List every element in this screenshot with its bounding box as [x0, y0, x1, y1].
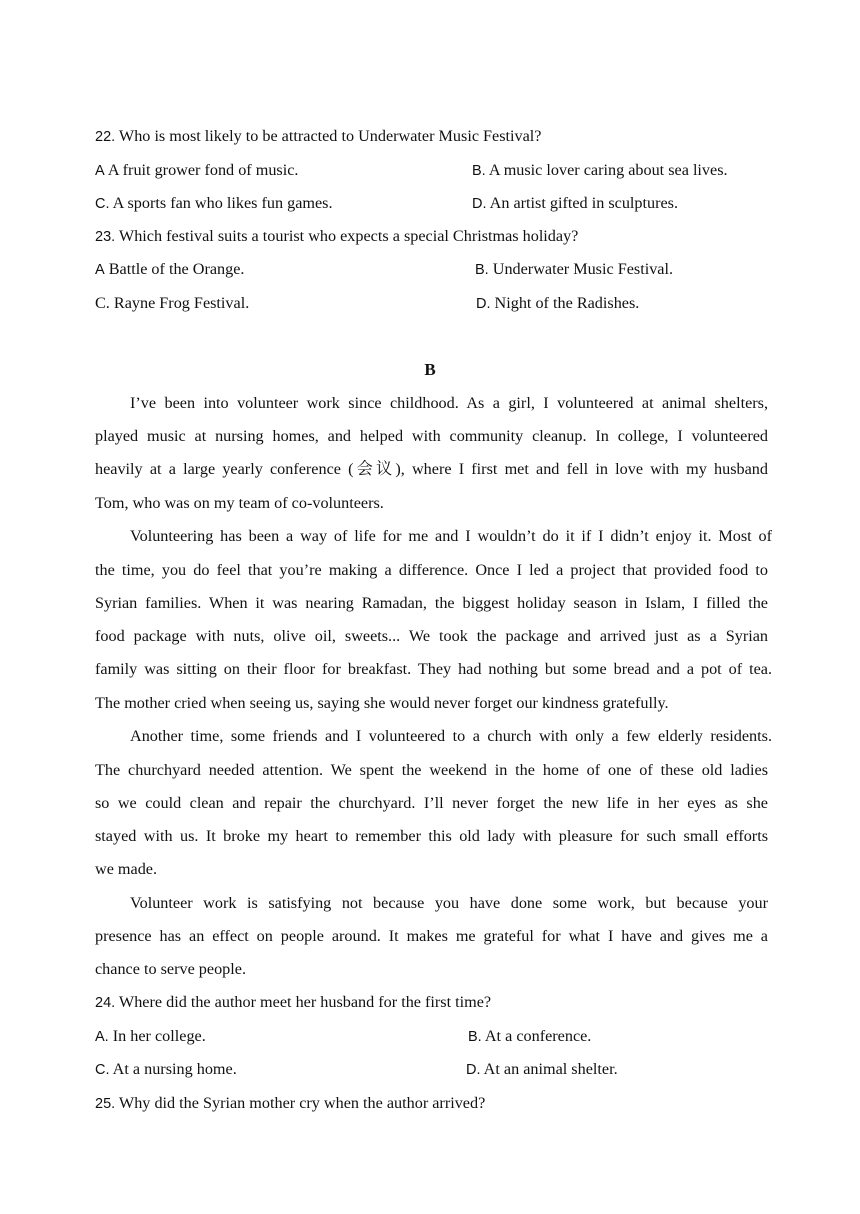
passage-line: stayed with us. It broke my heart to remember this old lady with pleasure for such small efforts [95, 827, 768, 845]
option-letter: D. [466, 1062, 481, 1078]
option-text: At an animal shelter. [480, 1060, 618, 1078]
q23-option-a [95, 259, 244, 280]
q24-option-b [468, 1026, 591, 1047]
option-text: An artist gifted in sculptures. [486, 194, 679, 212]
option-text: A sports fan who likes fun games. [109, 194, 333, 212]
option-text: In her college. [108, 1027, 206, 1045]
q24-option-c [95, 1059, 237, 1080]
option-text: Rayne Frog Festival. [109, 294, 250, 312]
question-number: 23. [95, 229, 116, 245]
option-letter: C. [95, 1062, 110, 1078]
passage-line: I’ve been into volunteer work since childhood. As a girl, I volunteered at animal shelters, [130, 394, 768, 412]
option-letter: B. [468, 1029, 482, 1045]
question-text: Which festival suits a tourist who expects a special Christmas holiday? [115, 227, 579, 245]
option-text: Night of the Radishes. [490, 294, 640, 312]
option-letter: D. [472, 196, 487, 212]
option-text: Battle of the Orange. [104, 260, 245, 278]
option-letter: A [95, 262, 105, 278]
passage-line: Volunteering has been a way of life for me and I wouldn’t do it if I didn’t enjoy it. Most of [130, 527, 772, 545]
question-number: 25. [95, 1096, 116, 1112]
option-letter: A. [95, 1029, 109, 1045]
option-letter: B. [475, 262, 489, 278]
passage-line: we made. [95, 860, 158, 878]
question-number: 24. [95, 995, 116, 1011]
passage-line: Another time, some friends and I volunteered to a church with only a few elderly residents. [130, 727, 772, 745]
passage-line: Syrian families. When it was nearing Ramadan, the biggest holiday season in Islam, I filled the [95, 594, 768, 612]
option-letter: C. [95, 196, 110, 212]
option-letter: D. [476, 296, 491, 312]
question-24 [95, 992, 491, 1013]
passage-line: Tom, who was on my team of co-volunteers. [95, 494, 384, 512]
q24-option-d [466, 1059, 618, 1080]
passage-line: The churchyard needed attention. We spent the weekend in the home of one of these old ladies [95, 761, 768, 779]
q24-option-a [95, 1026, 206, 1047]
passage-line: heavily at a large yearly conference (会议), where I first met and fell in love with my husband [95, 460, 768, 478]
passage-line: Volunteer work is satisfying not because you have done some work, but because your [130, 894, 768, 912]
option-text: A music lover caring about sea lives. [485, 161, 728, 179]
question-25 [95, 1093, 485, 1114]
passage-line: so we could clean and repair the churchyard. I’ll never forget the new life in her eyes as she [95, 794, 768, 812]
q23-option-d [476, 293, 639, 314]
passage-line: the time, you do feel that you’re making a difference. Once I led a project that provided food to [95, 561, 768, 579]
option-letter: C. [95, 294, 110, 312]
passage-line: chance to serve people. [95, 960, 247, 978]
option-text: At a conference. [481, 1027, 592, 1045]
q23-option-c [95, 293, 249, 313]
question-22 [95, 126, 542, 147]
question-text: Why did the Syrian mother cry when the author arrived? [115, 1094, 486, 1112]
q22-option-c [95, 193, 333, 214]
question-text: Who is most likely to be attracted to Underwater Music Festival? [115, 127, 542, 145]
q22-option-d [472, 193, 678, 214]
option-text: Underwater Music Festival. [488, 260, 674, 278]
question-number: 22. [95, 129, 116, 145]
question-23 [95, 226, 578, 247]
q22-option-b [472, 160, 728, 181]
passage-line: food package with nuts, olive oil, sweets... We took the package and arrived just as a Syrian [95, 627, 768, 645]
passage-line: The mother cried when seeing us, saying she would never forget our kindness gratefully. [95, 694, 669, 712]
q22-option-a [95, 160, 298, 181]
passage-line: family was sitting on their floor for breakfast. They had nothing but some bread and a pot of tea. [95, 660, 772, 678]
section-heading: B [424, 360, 436, 379]
passage-line: played music at nursing homes, and helped with community cleanup. In college, I volunteered [95, 427, 768, 445]
passage-line: presence has an effect on people around. It makes me grateful for what I have and gives me a [95, 927, 768, 945]
option-letter: A [95, 163, 105, 179]
q23-option-b [475, 259, 673, 280]
question-text: Where did the author meet her husband for the first time? [115, 993, 492, 1011]
option-text: At a nursing home. [109, 1060, 237, 1078]
option-text: A fruit grower fond of music. [104, 161, 299, 179]
option-letter: B. [472, 163, 486, 179]
